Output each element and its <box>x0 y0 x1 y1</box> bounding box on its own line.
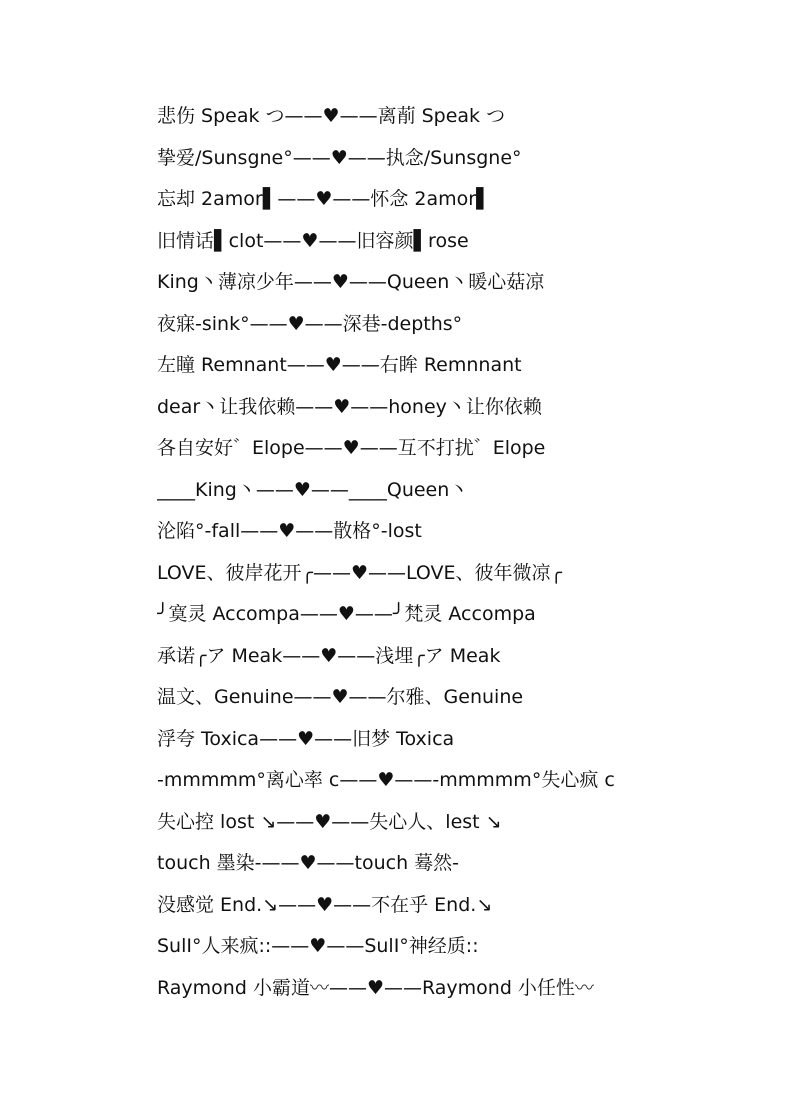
name-pair-line: -mmmmm°离心率 c——♥——-mmmmm°失心疯 c <box>157 769 615 791</box>
name-pair-line: touch 墨染-——♥——touch 蓦然- <box>157 852 460 874</box>
name-pair-line: 忘却 2amor▌——♥——怀念 2amor▌ <box>157 188 491 210</box>
name-pair-line: Raymond 小霸道〰——♥——Raymond 小任性〰 <box>157 976 594 999</box>
name-pair-line: 左瞳 Remnant——♥——右眸 Remnnant <box>157 354 522 376</box>
name-pair-line: 挚爱/Sunsgne°——♥——执念/Sunsgne° <box>157 146 522 169</box>
name-pair-line: 沦陷°-fall——♥——散格°-lost <box>157 520 422 542</box>
name-pair-line: 悲伤 Speak つ——♥——离萷 Speak つ <box>157 105 506 127</box>
name-pair-line: ╯寞灵 Accompa——♥——╯梵灵 Accompa <box>157 603 536 625</box>
name-pair-line: 各自安好゛Elope——♥——互不打扰゛Elope <box>157 437 546 459</box>
name-pair-line: 承诺╭ア Meak——♥——浅埋╭ア Meak <box>157 644 501 667</box>
name-pair-line: 失心控 lost ↘——♥——失心人、lest ↘ <box>157 810 502 833</box>
name-pair-line: SulI°人来疯::——♥——SulI°神经质:: <box>157 935 479 957</box>
name-pair-line: King丶薄凉少年——♥——Queen丶暖心菇凉 <box>157 271 545 293</box>
name-pair-line: ____King丶——♥——____Queen丶 <box>157 478 469 501</box>
name-pair-line: 浮夸 Toxica——♥——旧梦 Toxica <box>157 727 455 750</box>
name-pair-line: dear丶让我依赖——♥——honey丶让你依赖 <box>157 395 542 418</box>
name-pair-line: 温文、Genuine——♥——尔雅、Genuine <box>157 686 524 708</box>
name-pair-list <box>157 100 757 1013</box>
name-pair-line: 旧情话▌clot——♥——旧容颜▌rose <box>157 229 469 252</box>
name-pair-line: LOVE、彼岸花开╭——♥——LOVE、彼年微凉╭ <box>157 561 562 584</box>
name-pair-line: 没感觉 End.↘——♥——不在乎 End.↘ <box>157 893 493 916</box>
name-pair-line: 夜寐-sink°——♥——深巷-depths° <box>157 312 463 335</box>
